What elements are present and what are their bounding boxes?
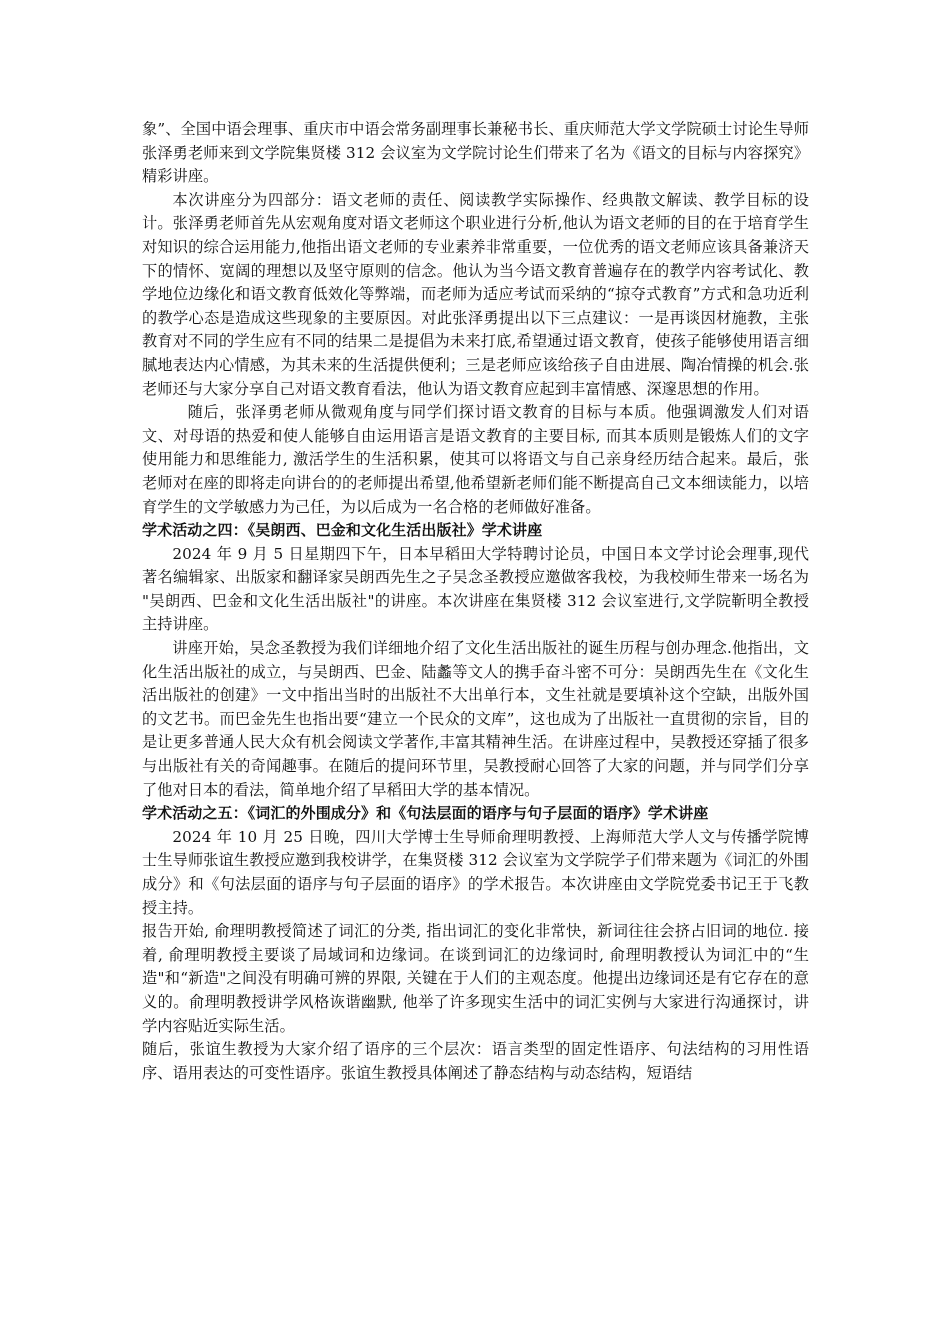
- paragraph-activity-4-intro: 2024 年 9 月 5 日星期四下午，日本早稻田大学特聘讨论员，中国日本文学讨论会理事,现代著名编辑家、出版家和翻译家吴朗西先生之子吴念圣教授应邀做客我校，为我校师生带来一场名为 "吴朗西、巴金和文化生活出版社"的讲座。本次讲座在集贤楼 312 会议室进行,文学院靳明全教授主持讲座。: [142, 544, 809, 634]
- paragraph-activity-5-word-order: 随后，张谊生教授为大家介绍了语序的三个层次：语言类型的固定性语序、句法结构的习用性语序、语用表达的可变性语序。张谊生教授具体阐述了静态结构与动态结构，短语结: [142, 1040, 809, 1082]
- paragraph-activity-4-content: 讲座开始，吴念圣教授为我们详细地介绍了文化生活出版社的诞生历程与创办理念.他指出，文化生活出版社的成立，与吴朗西、巴金、陆蠡等文人的携手奋斗密不可分：吴朗西先生在《文化生活出版社的创建》一文中指出当时的出版社不大出单行本，文生社就是要填补这个空缺，出版外国的文艺书。而巴金先生也指出要“建立一个民众的文库”，这也成为了出版社一直贯彻的宗旨，目的是让更多普通人民大众有机会阅读文学著作,丰富其精神生活。在讲座过程中，吴教授还穿插了很多与出版社有关的奇闻趣事。在随后的提问环节里，吴教授耐心回答了大家的问题，并与同学们分享了他对日本的看法，简单地介绍了早稻田大学的基本情况。: [142, 639, 809, 799]
- paragraph-lecture-intro: 象”、全国中语会理事、重庆市中语会常务副理事长兼秘书长、重庆师范大学文学院硕士讨论生导师张泽勇老师来到文学院集贤楼 312 会议室为文学院讨论生们带来了名为《语文的目标与内容探究》精彩讲座。: [142, 120, 809, 186]
- paragraph-activity-5-intro: 2024 年 10 月 25 日晚，四川大学博士生导师俞理明教授、上海师范大学人文与传播学院博士生导师张谊生教授应邀到我校讲学，在集贤楼 312 会议室为文学院学子们带来题为《词汇的外围成分》和《句法层面的语序与句子层面的语序》的学术报告。本次讲座由文学院党委书记王于飞教授主持。: [142, 827, 809, 917]
- paragraph-lecture-parts: 本次讲座分为四部分：语文老师的责任、阅读教学实际操作、经典散文解读、教学目标的设计。张泽勇老师首先从宏观角度对语文老师这个职业进行分析,他认为语文老师的目的在于培育学生对知识的综合运用能力,他指出语文老师的专业素养非常重要，一位优秀的语文老师应该具备兼济天下的情怀、宽阔的理想以及坚守原则的信念。他认为当今语文教育普遍存在的教学内容考试化、教学地位边缘化和语文教育低效化等弊端，而老师为适应考试而采纳的“掠夺式教育”方式和急功近利的教学心态是造成这些现象的主要原因。对此张泽勇提出以下三点建议：一是再谈因材施教，主张教育对不同的学生应有不同的结果二是提倡为未来打底,希望通过语文教育，使孩子能够使用语言细腻地表达内心情感，为其未来的生活提供便利；三是老师应该给孩子自由进展、陶冶情操的机会.张老师还与大家分享自己对语文教育看法，他认为语文教育应起到丰富情感、深邃思想的作用。: [142, 190, 809, 398]
- section-heading-activity-4: 学术活动之四：《吴朗西、巴金和文化生活出版社》学术讲座: [142, 521, 543, 540]
- section-heading-activity-5: 学术活动之五：《词汇的外围成分》和《句法层面的语序与句子层面的语序》学术讲座: [142, 804, 709, 823]
- document-page: [142, 118, 809, 1085]
- paragraph-lecture-goals: 随后，张泽勇老师从微观角度与同学们探讨语文教育的目标与本质。他强调激发人们对语文、对母语的热爱和使人能够自由运用语言是语文教育的主要目标, 而其本质则是锻炼人们的文字使用能力和思维能力, 激活学生的生活积累，使其可以将语文与自己亲身经历结合起来。最后，张老师对在座的即将走向讲台的的老师提出希望,他希望新老师们能不断提高自己文本细读能力，以培育学生的文学敏感力为己任，为以后成为一名合格的老师做好准备。: [142, 403, 809, 516]
- paragraph-activity-5-report: 报告开始, 俞理明教授简述了词汇的分类, 指出词汇的变化非常快，新词往往会挤占旧词的地位. 接着, 俞理明教授主要谈了局域词和边缘词。在谈到词汇的边缘词时, 俞理明教授认为词汇中的“生造"和“新造"之间没有明确可辨的界限, 关键在于人们的主观态度。他提出边缘词还是有它存在的意义的。俞理明教授讲学风格诙谐幽默, 他举了许多现实生活中的词汇实例与大家进行沟通探讨，讲学内容贴近实际生活。: [142, 922, 809, 1035]
